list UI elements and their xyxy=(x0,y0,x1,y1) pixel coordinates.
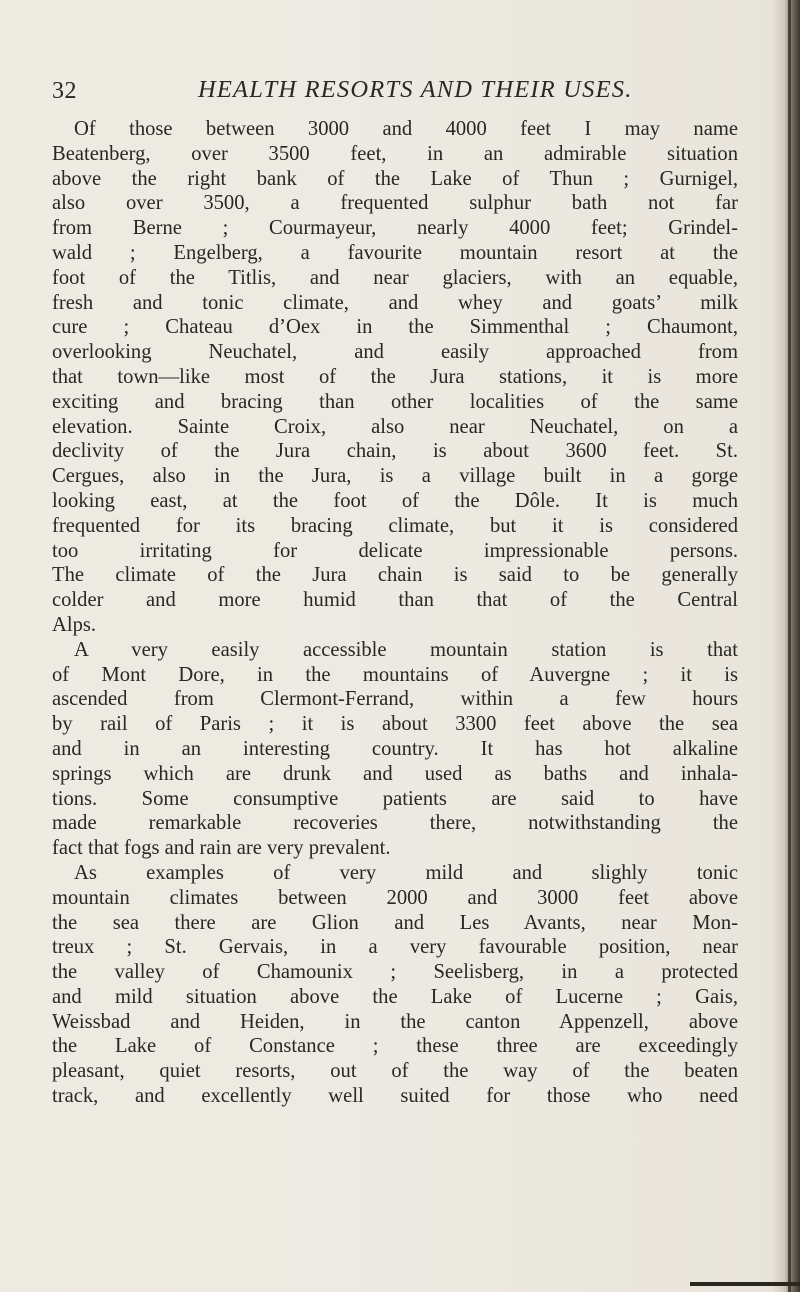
text-line: exciting and bracing than other localities of the same xyxy=(52,390,738,413)
text-line: by rail of Paris ; it is about 3300 feet above the sea xyxy=(52,713,738,736)
running-header xyxy=(52,76,692,112)
bottom-edge-line xyxy=(690,1282,800,1286)
text-line: also over 3500, a frequented sulphur bath not far xyxy=(52,192,738,215)
page-edge-shadow xyxy=(772,0,800,1292)
text-line: the sea there are Glion and Les Avants, near Mon- xyxy=(52,911,738,934)
text-line: fresh and tonic climate, and whey and goats’ milk xyxy=(52,291,738,314)
text-line: Cergues, also in the Jura, is a village built in a gorge xyxy=(52,465,738,488)
text-line: The climate of the Jura chain is said to be generally xyxy=(52,564,738,587)
text-line: treux ; St. Gervais, in a very favourable position, near xyxy=(52,936,738,959)
text-line: the Lake of Constance ; these three are exceedingly xyxy=(52,1035,738,1058)
text-line: cure ; Chateau d’Oex in the Simmenthal ; Chaumont, xyxy=(52,316,738,339)
text-line: tions. Some consumptive patients are said to have xyxy=(52,787,738,810)
text-line: ascended from Clermont-Ferrand, within a few hours xyxy=(52,688,738,711)
text-line: springs which are drunk and used as baths and inhala- xyxy=(52,762,738,785)
page-number: 32 xyxy=(52,78,77,104)
text-line: and in an interesting country. It has hot alkaline xyxy=(52,737,738,760)
text-line: track, and excellently well suited for those who need xyxy=(52,1085,738,1108)
text-line: colder and more humid than that of the Central xyxy=(52,589,738,612)
text-line: made remarkable recoveries there, notwithstanding the xyxy=(52,812,738,835)
body-text xyxy=(52,117,738,1109)
text-line: Alps. xyxy=(52,613,97,636)
text-line: elevation. Sainte Croix, also near Neuchatel, on a xyxy=(52,415,738,438)
text-line: pleasant, quiet resorts, out of the way of the beaten xyxy=(52,1060,738,1083)
text-line: declivity of the Jura chain, is about 3600 feet. St. xyxy=(52,440,738,463)
text-line: from Berne ; Courmayeur, nearly 4000 feet; Grindel- xyxy=(52,217,738,240)
text-line: mountain climates between 2000 and 3000 feet above xyxy=(52,886,738,909)
text-line: above the right bank of the Lake of Thun ; Gurnigel, xyxy=(52,167,738,190)
text-line: fact that fogs and rain are very prevalent. xyxy=(52,837,391,860)
text-line: Of those between 3000 and 4000 feet I may name xyxy=(74,118,738,140)
text-line: overlooking Neuchatel, and easily approached from xyxy=(52,341,738,364)
running-title: HEALTH RESORTS AND THEIR USES. xyxy=(198,76,633,103)
text-line: and mild situation above the Lake of Lucerne ; Gais, xyxy=(52,985,738,1008)
text-line: A very easily accessible mountain station is that xyxy=(74,638,738,661)
text-line: frequented for its bracing climate, but it is considered xyxy=(52,514,738,537)
text-line: foot of the Titlis, and near glaciers, with an equable, xyxy=(52,266,738,289)
text-line: of Mont Dore, in the mountains of Auvergne ; it is xyxy=(52,663,738,686)
text-line: that town—like most of the Jura stations, it is more xyxy=(52,365,738,388)
text-line: Beatenberg, over 3500 feet, in an admirable situation xyxy=(52,142,738,165)
text-line: too irritating for delicate impressionable persons. xyxy=(52,539,738,562)
text-line: As examples of very mild and slighly tonic xyxy=(74,861,738,884)
text-line: looking east, at the foot of the Dôle. It is much xyxy=(52,489,738,512)
text-line: wald ; Engelberg, a favourite mountain resort at the xyxy=(52,241,738,264)
binding-edge-line xyxy=(788,0,791,1292)
text-line: Weissbad and Heiden, in the canton Appenzell, above xyxy=(52,1010,738,1033)
text-line: the valley of Chamounix ; Seelisberg, in a protected xyxy=(52,961,738,984)
